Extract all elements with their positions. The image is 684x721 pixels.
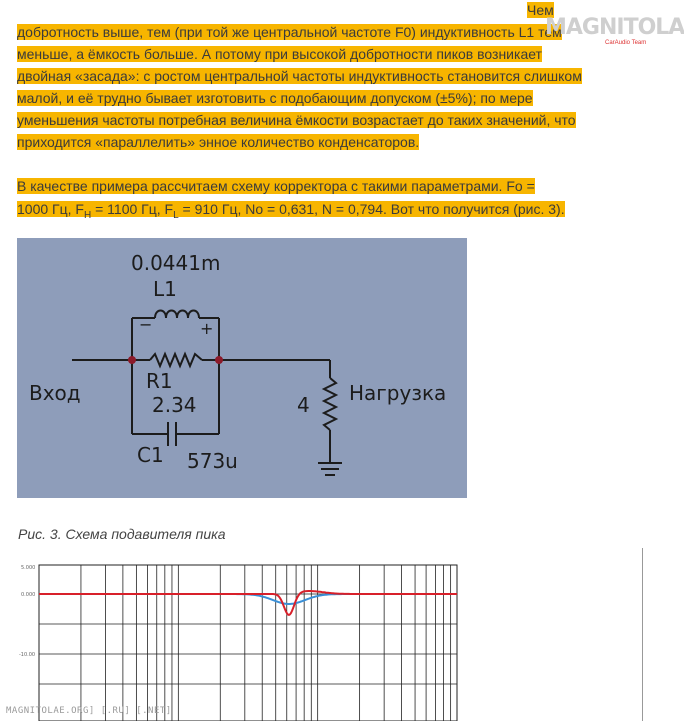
example-line-1: В качестве примера рассчитаем схему корректора с такими параметрами. Fo =: [17, 178, 535, 194]
junction-node-left: [128, 356, 136, 364]
text-line-5: малой, и её трудно бывает изготовить с подобающим допуском (±5%); по мере: [17, 90, 533, 106]
l1-value: 0.0441m: [131, 251, 221, 275]
c1-value: 573u: [187, 449, 238, 473]
text-line-1: Чем: [527, 2, 554, 18]
r1-label: R1: [146, 369, 173, 393]
plot-area: [39, 565, 457, 721]
y-tick-top: 5.000: [21, 565, 36, 571]
l1-minus: −: [139, 315, 153, 334]
l1-plus: +: [200, 319, 214, 338]
y-tick-zero: 0.000: [21, 592, 36, 598]
frequency-response-plot: [17, 563, 462, 721]
site-logo: [545, 15, 684, 50]
text-line-2: добротность выше, тем (при той же центральной частоте F0) индуктивность L1 тем: [17, 24, 562, 40]
load-value: 4: [297, 393, 310, 417]
figure-caption: Рис. 3. Схема подавителя пика: [18, 526, 226, 542]
junction-node-right: [215, 356, 223, 364]
load-label: Нагрузка: [349, 381, 447, 405]
logo-mark: MAGNITOLA: [545, 15, 684, 40]
page-border: [642, 548, 643, 721]
text-line-7: приходится «параллелить» энное количество конденсаторов.: [17, 134, 420, 150]
watermark-footer: MAGNITOLAE.ORG] [.RU] [.NET]: [6, 706, 172, 716]
y-tick-low: -10.00: [19, 652, 36, 658]
input-label: Вход: [29, 381, 81, 405]
text-line-3: меньше, а ёмкость больше. А потому при высокой добротности пиков возникает: [17, 46, 542, 62]
logo-subtitle: CarAudio Team: [605, 40, 647, 46]
c1-label: C1: [137, 443, 164, 467]
subscript-h: H: [83, 210, 92, 221]
text-line-4: двойная «засада»: с ростом центральной частоты индуктивность становится слишком: [17, 68, 582, 84]
circuit-schematic: [17, 238, 467, 498]
schematic-background: [17, 238, 467, 498]
r1-value: 2.34: [152, 393, 197, 417]
l1-label: L1: [153, 277, 177, 301]
text-line-6: уменьшения частоты потребная величина ёмкости возрастает до таких значений, что: [17, 112, 576, 128]
subscript-l: L: [173, 210, 179, 221]
example-line-2: 1000 Гц, $F_H = 1100$ Гц, $F_L = 910$ Гц, No = 0,631, N = 0,794. Вот что получится (рис. 3).: [17, 201, 565, 221]
